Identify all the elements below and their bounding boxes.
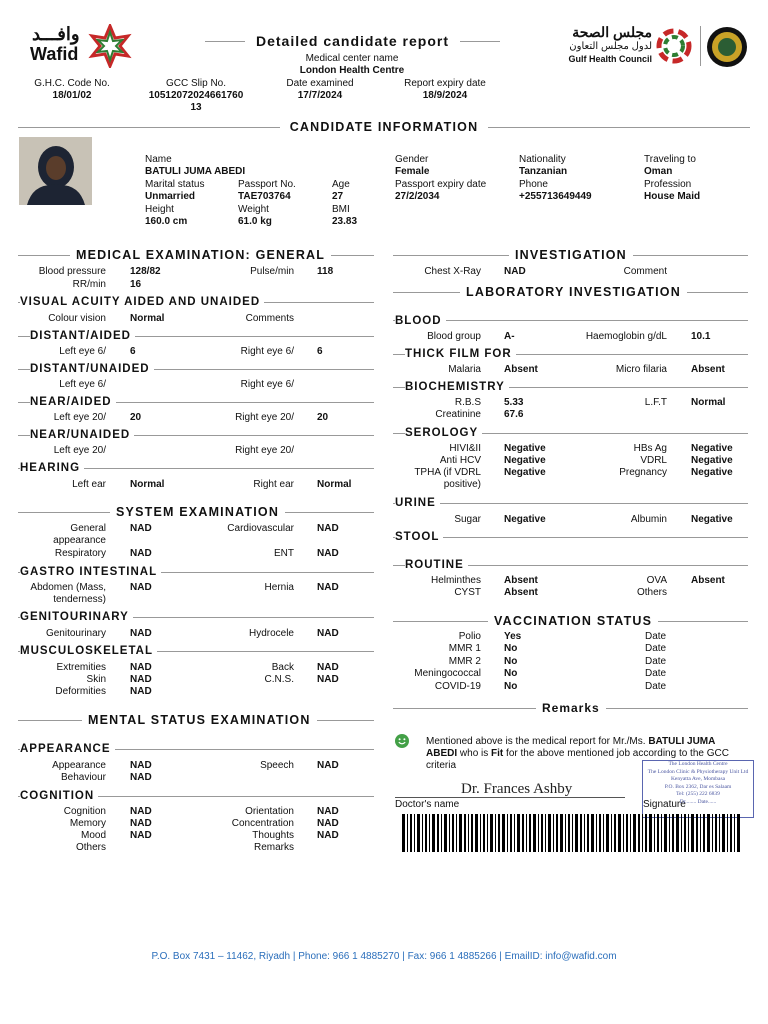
hydro-label: Hydrocele	[248, 628, 294, 639]
genito-title: GENITOURINARY	[20, 611, 133, 623]
distant-aided-title: DISTANT/AIDED	[30, 330, 135, 342]
remarks-fit: Fit	[491, 748, 504, 759]
da-left-label: Left eye 6/	[59, 346, 106, 357]
fit-smiley-icon	[395, 734, 409, 748]
vacc-label: COVID-19	[434, 681, 481, 692]
doctor-name-label: Doctor's name	[395, 799, 460, 810]
remarks-text2: who is	[459, 748, 489, 759]
hernia-label: Hernia	[264, 582, 294, 593]
da-right-label: Right eye 6/	[240, 346, 294, 357]
cognition-title: COGNITION	[20, 790, 98, 802]
nationality-label: Nationality	[519, 154, 566, 165]
skin-label: Skin	[86, 674, 106, 685]
gcc-seal-icon	[706, 26, 748, 68]
behaviour-value: NAD	[130, 772, 152, 783]
mental-title: MENTAL STATUS EXAMINATION	[82, 713, 317, 727]
right-ear-value: Normal	[317, 479, 352, 490]
deform-label: Deformities	[55, 686, 106, 697]
candidate-photo	[19, 137, 92, 205]
vacc-date-label: Date	[645, 631, 667, 642]
stamp-line: Dr........ Date......	[679, 798, 717, 805]
routine-title: ROUTINE	[405, 559, 468, 571]
resp-value: NAD	[130, 548, 152, 559]
marital-value: Unmarried	[145, 191, 196, 202]
height-label: Height	[145, 204, 174, 215]
investigation-title: INVESTIGATION	[509, 248, 633, 262]
travel-value: Oman	[644, 166, 673, 177]
stamp-line: Tel: (255) 222 6839	[676, 791, 720, 797]
hydro-value: NAD	[317, 628, 339, 639]
musculo-title: MUSCULOSKELETAL	[20, 645, 157, 657]
hiv-label: HIVI&II	[449, 443, 481, 454]
concentration-label: Concentration	[231, 818, 294, 829]
age-value: 27	[332, 191, 344, 202]
concentration-value: NAD	[317, 818, 339, 829]
wafid-arabic-text: وافـــد	[32, 24, 80, 44]
cardio-label: Cardiovascular	[227, 523, 294, 534]
general-app-label2: appearance	[53, 535, 106, 546]
bmi-value: 23.83	[332, 216, 358, 227]
vacc-value: No	[504, 643, 518, 654]
appearance-label: Appearance	[52, 760, 106, 771]
profession-value: House Maid	[644, 191, 701, 202]
center-name: London Health Centre	[299, 65, 405, 76]
cognition-value: NAD	[130, 806, 152, 817]
remarks-line1	[426, 736, 715, 748]
sugar-value: Negative	[504, 514, 546, 525]
extrem-label: Extremities	[56, 662, 106, 673]
helminthes-label: Helminthes	[430, 575, 481, 586]
pulse-value: 118	[317, 266, 334, 277]
hb-value: 10.1	[691, 331, 711, 342]
right-ear-label: Right ear	[253, 479, 294, 490]
na-right-label: Right eye 20/	[235, 412, 294, 423]
hb-label: Haemoglobin g/dL	[585, 331, 667, 342]
creatinine-value: 67.6	[504, 409, 524, 420]
slip-value: 10512072024661760	[148, 90, 244, 101]
comments-label: Comments	[245, 313, 294, 324]
microfilaria-label: Micro filaria	[615, 364, 667, 375]
genito-value: NAD	[130, 628, 152, 639]
behaviour-label: Behaviour	[60, 772, 106, 783]
distant-unaided-title: DISTANT/UNAIDED	[30, 363, 154, 375]
footer-contact: P.O. Box 7431 – 11462, Riyadh | Phone: 966 1 4885270 | Fax: 966 1 4885266 | EmailID: info@wafid.com	[151, 951, 617, 962]
bmi-label: BMI	[332, 204, 350, 215]
weight-label: Weight	[238, 204, 269, 215]
skin-value: NAD	[130, 674, 152, 685]
stamp-line: The London Clinic & Physiotherapy Unit Ltd	[647, 768, 749, 775]
microfilaria-value: Absent	[691, 364, 725, 375]
mood-label: Mood	[80, 830, 106, 841]
bp-label: Blood pressure	[38, 266, 106, 277]
ghc-logo	[560, 24, 760, 74]
ghc-code-label: G.H.C. Code No.	[34, 78, 110, 89]
du-right-label: Right eye 6/	[240, 379, 294, 390]
vdrl-label: VDRL	[640, 455, 667, 466]
doctor-signature: Dr. Frances Ashby	[461, 781, 573, 797]
mental-remarks-label: Remarks	[253, 842, 294, 853]
cyst-value: Absent	[504, 587, 538, 598]
near-unaided-title: NEAR/UNAIDED	[30, 429, 134, 441]
hbs-value: Negative	[691, 443, 733, 454]
height-value: 160.0 cm	[145, 216, 188, 227]
wafid-latin-text: Wafid	[30, 44, 79, 64]
lft-label: L.F.T	[644, 397, 667, 408]
genito-label: Genitourinary	[45, 628, 106, 639]
appearance-value: NAD	[130, 760, 152, 771]
resp-label: Respiratory	[54, 548, 106, 559]
vacc-value: Yes	[504, 631, 522, 642]
tpha-label: TPHA (if VDRL	[414, 467, 481, 478]
na-right-value: 20	[317, 412, 329, 423]
urine-title: URINE	[395, 497, 440, 509]
vacc-label: MMR 1	[448, 643, 481, 654]
system-title: SYSTEM EXAMINATION	[110, 505, 285, 519]
abdomen-value: NAD	[130, 582, 152, 593]
rbs-value: 5.33	[504, 397, 524, 408]
du-left-label: Left eye 6/	[59, 379, 106, 390]
stamp-line: Kenyatta Ave, Mombasa	[670, 776, 726, 782]
memory-value: NAD	[130, 818, 152, 829]
weight-value: 61.0 kg	[238, 216, 272, 227]
passport-value: TAE703764	[238, 191, 291, 202]
cardio-value: NAD	[317, 523, 339, 534]
vacc-date-label: Date	[645, 668, 667, 679]
passport-expiry-value: 27/2/2034	[395, 191, 440, 202]
general-app-label: General	[70, 523, 106, 534]
stamp-line: P.O. Box 2362, Dar es Salaam	[664, 783, 732, 790]
cognition-label: Cognition	[63, 806, 106, 817]
thoughts-label: Thoughts	[252, 830, 294, 841]
others-label: Others	[75, 842, 106, 853]
remarks-text3: for the above mentioned job according to the GCC	[506, 748, 729, 759]
da-right-value: 6	[317, 346, 323, 357]
abdomen-label: Abdomen (Mass,	[30, 582, 106, 593]
rbs-label: R.B.S	[454, 397, 481, 408]
tpha-value: Negative	[504, 467, 546, 478]
stool-title: STOOL	[395, 531, 443, 543]
left-ear-value: Normal	[130, 479, 165, 490]
deform-value: NAD	[130, 686, 152, 697]
thoughts-value: NAD	[317, 830, 339, 841]
travel-label: Traveling to	[644, 154, 696, 165]
hcv-value: Negative	[504, 455, 546, 466]
general-app-value: NAD	[130, 523, 152, 534]
hearing-title: HEARING	[20, 462, 84, 474]
bgroup-label: Blood group	[427, 331, 481, 342]
ghc-arabic-2: لدول مجلس التعاون	[569, 41, 652, 52]
ghc-emblem-icon	[654, 26, 694, 66]
stamp-line: The London Health Centre	[668, 761, 728, 767]
abdomen-label2: tenderness)	[53, 594, 106, 605]
vacc-label: Polio	[458, 631, 481, 642]
vacc-value: No	[504, 656, 518, 667]
vdrl-value: Negative	[691, 455, 733, 466]
ghc-code-value: 18/01/02	[52, 90, 92, 101]
cyst-label: CYST	[454, 587, 481, 598]
appearance-title: APPEARANCE	[20, 743, 115, 755]
remarks-name2: ABEDI	[426, 748, 458, 759]
xray-value: NAD	[504, 266, 526, 277]
biochem-title: BIOCHEMISTRY	[405, 381, 509, 393]
back-value: NAD	[317, 662, 339, 673]
slip-value-cont: 13	[190, 102, 202, 113]
pregnancy-value: Negative	[691, 467, 733, 478]
serology-title: SEROLOGY	[405, 427, 482, 439]
name-label: Name	[145, 154, 172, 165]
vacc-label: MMR 2	[448, 656, 481, 667]
candidate-section-title: CANDIDATE INFORMATION	[280, 120, 488, 134]
remarks-title: Remarks	[536, 701, 606, 715]
comment-label: Comment	[623, 266, 667, 277]
slip-label: GCC Slip No.	[165, 78, 226, 89]
lft-value: Normal	[691, 397, 726, 408]
expiry-value: 18/9/2024	[422, 90, 468, 101]
clinic-stamp	[642, 760, 754, 818]
vacc-date-label: Date	[645, 643, 667, 654]
extrem-value: NAD	[130, 662, 152, 673]
ova-label: OVA	[646, 575, 667, 586]
malaria-value: Absent	[504, 364, 538, 375]
gastro-title: GASTRO INTESTINAL	[20, 566, 161, 578]
bgroup-value: A-	[504, 331, 515, 342]
na-left-value: 20	[130, 412, 142, 423]
left-ear-label: Left ear	[72, 479, 106, 490]
albumin-label: Albumin	[630, 514, 667, 525]
center-label: Medical center name	[305, 53, 399, 64]
wafid-logo	[28, 24, 138, 68]
orientation-label: Orientation	[245, 806, 294, 817]
profession-label: Profession	[644, 179, 692, 190]
mood-value: NAD	[130, 830, 152, 841]
sugar-label: Sugar	[454, 514, 481, 525]
na-left-label: Left eye 20/	[53, 412, 106, 423]
vaccination-title: VACCINATION STATUS	[488, 614, 658, 628]
blood-title: BLOOD	[395, 315, 446, 327]
hernia-value: NAD	[317, 582, 339, 593]
vacc-date-label: Date	[645, 656, 667, 667]
pregnancy-label: Pregnancy	[619, 467, 667, 478]
marital-label: Marital status	[145, 179, 205, 190]
ghc-english: Gulf Health Council	[568, 54, 652, 64]
colour-label: Colour vision	[48, 313, 106, 324]
helminthes-value: Absent	[504, 575, 538, 586]
cns-label: C.N.S.	[264, 674, 294, 685]
memory-label: Memory	[69, 818, 106, 829]
speech-label: Speech	[260, 760, 294, 771]
ent-label: ENT	[274, 548, 294, 559]
xray-label: Chest X-Ray	[424, 266, 481, 277]
wafid-star-icon	[88, 24, 132, 68]
report-barcode	[402, 814, 742, 852]
lab-title: LABORATORY INVESTIGATION	[460, 285, 687, 299]
remarks-text1: Mentioned above is the medical report for Mr./Ms.	[426, 736, 646, 747]
hiv-value: Negative	[504, 443, 546, 454]
phone-label: Phone	[519, 179, 548, 190]
albumin-value: Negative	[691, 514, 733, 525]
tpha-label2: positive)	[443, 479, 481, 490]
name-value: BATULI JUMA ABEDI	[145, 166, 246, 177]
remarks-line2	[426, 748, 729, 760]
da-left-value: 6	[130, 346, 136, 357]
vacc-value: No	[504, 681, 518, 692]
ent-value: NAD	[317, 548, 339, 559]
gender-value: Female	[395, 166, 430, 177]
passport-label: Passport No.	[238, 179, 296, 190]
report-title: Detailed candidate report	[255, 33, 450, 49]
colour-value: Normal	[130, 313, 165, 324]
remarks-text4: criteria	[426, 760, 457, 771]
back-label: Back	[271, 662, 294, 673]
nationality-value: Tanzanian	[519, 166, 568, 177]
exam-date-value: 17/7/2024	[297, 90, 343, 101]
creatinine-label: Creatinine	[435, 409, 481, 420]
speech-value: NAD	[317, 760, 339, 771]
vacc-label: Meningococcal	[414, 668, 481, 679]
signature-label: Signature	[643, 799, 686, 810]
stool-others-label: Others	[636, 587, 667, 598]
ova-value: Absent	[691, 575, 725, 586]
vacc-value: No	[504, 668, 518, 679]
pulse-label: Pulse/min	[250, 266, 294, 277]
vacc-date-label: Date	[645, 681, 667, 692]
thick-film-title: THICK FILM FOR	[405, 348, 516, 360]
exam-date-label: Date examined	[286, 78, 354, 89]
gender-label: Gender	[395, 154, 429, 165]
phone-value: +255713649449	[519, 191, 592, 202]
age-label: Age	[332, 179, 350, 190]
nu-left-label: Left eye 20/	[53, 445, 106, 456]
rr-value: 16	[130, 279, 142, 290]
hbs-label: HBs Ag	[633, 443, 667, 454]
ghc-arabic-1: مجلس الصحة	[572, 24, 652, 40]
orientation-value: NAD	[317, 806, 339, 817]
nu-right-label: Right eye 20/	[235, 445, 294, 456]
near-aided-title: NEAR/AIDED	[30, 396, 116, 408]
remarks-name1: BATULI JUMA	[648, 736, 716, 747]
passport-expiry-label: Passport expiry date	[395, 179, 487, 190]
hcv-label: Anti HCV	[439, 455, 481, 466]
expiry-label: Report expiry date	[404, 78, 486, 89]
visual-title: VISUAL ACUITY AIDED AND UNAIDED	[20, 296, 264, 308]
rr-label: RR/min	[72, 279, 106, 290]
cns-value: NAD	[317, 674, 339, 685]
malaria-label: Malaria	[448, 364, 481, 375]
general-title: MEDICAL EXAMINATION: GENERAL	[70, 248, 331, 262]
bp-value: 128/82	[130, 266, 161, 277]
